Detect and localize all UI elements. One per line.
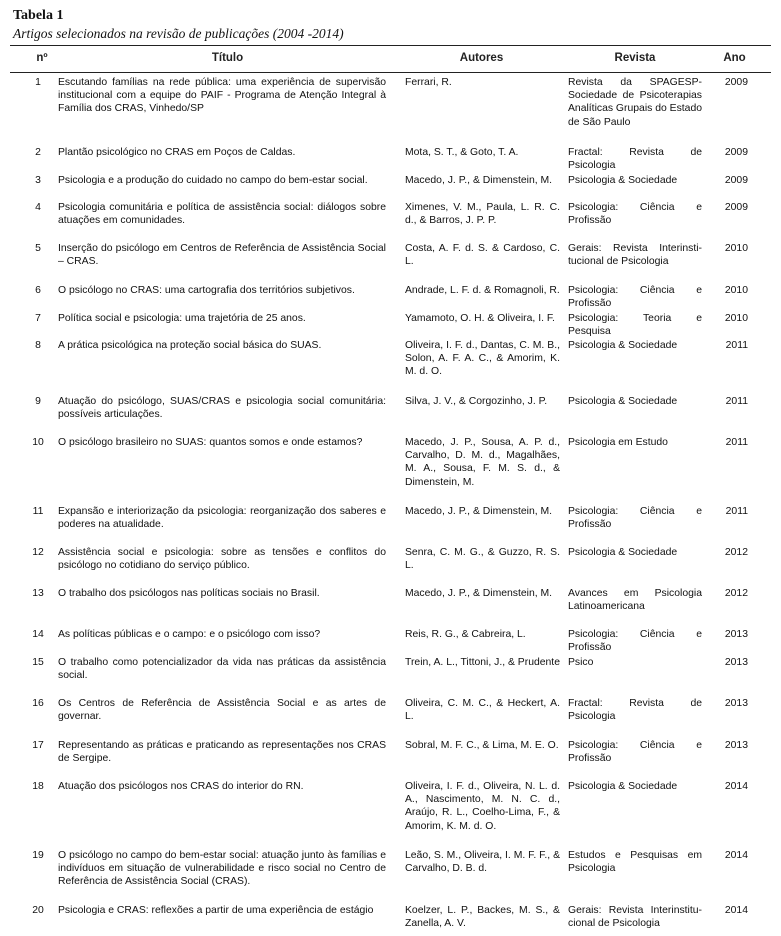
cell-journal: Psicologia: Ciência e Profissão [568, 629, 702, 654]
cell-year: 2014 [724, 781, 748, 792]
cell-authors: Silva, J. V., & Corgozinho, J. P. [405, 396, 548, 407]
cell-authors: Macedo, J. P., & Dimenstein, M. [405, 506, 553, 517]
cell-year: 2013 [724, 629, 748, 640]
cell-authors: Macedo, J. P., & Dimenstein, M. [405, 175, 553, 186]
cell-num: 19 [32, 850, 44, 861]
column-header-authors: Autores [459, 52, 504, 64]
cell-authors: Koelzer, L. P., Backes, M. S., & Zanella, A. V. [405, 905, 560, 930]
table-header-rule [10, 72, 771, 73]
cell-journal: Psicologia: Ciência e Profissão [568, 740, 702, 765]
cell-authors: Oliveira, I. F. d., Dantas, C. M. B., Solon, A. F. A. C., & Amorim, K. M. d. O. [405, 340, 560, 378]
cell-num: 14 [32, 629, 44, 640]
cell-num: 5 [35, 243, 41, 254]
cell-authors: Sobral, M. F. C., & Lima, M. E. O. [405, 740, 559, 751]
cell-title: Psicologia e a produção do cuidado no campo do bem-estar social. [58, 175, 368, 186]
cell-authors: Reis, R. G., & Cabreira, L. [405, 629, 526, 640]
column-header-journal: Revista [614, 52, 656, 64]
cell-title: Plantão psicológico no CRAS em Poços de Caldas. [58, 147, 296, 158]
cell-title: Os Centros de Referência de Assistência Social e as artes de governar. [58, 698, 386, 723]
cell-title: O psicólogo no CRAS: uma cartografia dos territórios subjetivos. [58, 285, 355, 296]
cell-journal: Psico [568, 657, 594, 668]
cell-title: Política social e psicologia: uma trajetória de 25 anos. [58, 313, 306, 324]
column-header-num: nº [36, 52, 48, 64]
cell-num: 9 [35, 396, 41, 407]
cell-authors: Costa, A. F. d. S. & Cardoso, C. L. [405, 243, 560, 268]
cell-year: 2009 [724, 77, 748, 88]
cell-title: As políticas públicas e o campo: e o psicólogo com isso? [58, 629, 321, 640]
cell-num: 12 [32, 547, 44, 558]
cell-authors: Trein, A. L., Tittoni, J., & Prudente [405, 657, 560, 668]
cell-num: 4 [35, 202, 41, 213]
cell-journal: Psicologia: Teoria e Pesquisa [568, 313, 702, 338]
cell-journal: Estudos e Pesquisas em Psicologia [568, 850, 702, 875]
cell-authors: Andrade, L. F. d. & Romagnoli, R. [405, 285, 560, 296]
cell-year: 2014 [724, 905, 748, 916]
cell-title: Inserção do psicólogo em Centros de Referência de Assistência Social – CRAS. [58, 243, 386, 268]
cell-title: A prática psicológica na proteção social básica do SUAS. [58, 340, 322, 351]
cell-num: 16 [32, 698, 44, 709]
cell-year: 2012 [724, 588, 748, 599]
cell-year: 2013 [724, 698, 748, 709]
table-caption: Artigos selecionados na revisão de publicações (2004 -2014) [13, 26, 344, 41]
cell-num: 10 [32, 437, 44, 448]
cell-num: 18 [32, 781, 44, 792]
table-label: Tabela 1 [13, 8, 64, 23]
cell-authors: Yamamoto, O. H. & Oliveira, I. F. [405, 313, 555, 324]
cell-authors: Senra, C. M. G., & Guzzo, R. S. L. [405, 547, 560, 572]
cell-title: O trabalho dos psicólogos nas políticas sociais no Brasil. [58, 588, 320, 599]
cell-num: 15 [32, 657, 44, 668]
cell-year: 2009 [724, 147, 748, 158]
cell-authors: Leão, S. M., Oliveira, I. M. F. F., & Carvalho, D. B. d. [405, 850, 560, 875]
cell-title: O psicólogo brasileiro no SUAS: quantos somos e onde estamos? [58, 437, 363, 448]
cell-year: 2010 [724, 285, 748, 296]
cell-authors: Oliveira, C. M. C., & Heckert, A. L. [405, 698, 560, 723]
cell-journal: Revista da SPAGESP- Sociedade de Psicoterapias Analíticas Grupais do Estado de São Paulo [568, 77, 702, 128]
cell-year: 2009 [724, 175, 748, 186]
cell-year: 2011 [725, 437, 748, 448]
cell-authors: Oliveira, I. F. d., Oliveira, N. L. d. A., Nascimento, M. N. C. d., Araújo, R. L., Coelho-Lima, F., & Amorim, K. M. d. O. [405, 781, 560, 832]
cell-authors: Ferrari, R. [405, 77, 452, 88]
cell-title: O trabalho como potencializador da vida nas práticas da assistência social. [58, 657, 386, 682]
cell-journal: Psicologia: Ciência e Profissão [568, 506, 702, 531]
cell-title: Psicologia comunitária e política de assistência social: diálogos sobre atuações em comunidades. [58, 202, 386, 227]
cell-journal: Psicologia: Ciência e Profissão [568, 202, 702, 227]
cell-journal: Psicologia & Sociedade [568, 340, 678, 351]
cell-journal: Psicologia em Estudo [568, 437, 668, 448]
cell-num: 13 [32, 588, 44, 599]
cell-authors: Macedo, J. P., & Dimenstein, M. [405, 588, 553, 599]
cell-journal: Psicologia & Sociedade [568, 175, 678, 186]
cell-authors: Mota, S. T., & Goto, T. A. [405, 147, 519, 158]
cell-year: 2014 [724, 850, 748, 861]
cell-journal: Psicologia & Sociedade [568, 781, 678, 792]
cell-year: 2013 [724, 657, 748, 668]
cell-num: 2 [35, 147, 41, 158]
cell-authors: Macedo, J. P., Sousa, A. P. d., Carvalho, D. M. d., Magalhães, M. A., Sousa, F. M. S. d., & Dimenstein, M. [405, 437, 560, 488]
cell-journal: Fractal: Revista de Psicologia [568, 698, 702, 723]
cell-num: 20 [32, 905, 44, 916]
cell-title: Expansão e interiorização da psicologia: reorganização dos saberes e poderes na atualidade. [58, 506, 386, 531]
cell-year: 2009 [724, 202, 748, 213]
cell-authors: Ximenes, V. M., Paula, L. R. C. d., & Barros, J. P. P. [405, 202, 560, 227]
cell-num: 17 [32, 740, 44, 751]
cell-title: Atuação dos psicólogos nos CRAS do interior do RN. [58, 781, 304, 792]
cell-num: 7 [35, 313, 41, 324]
column-header-title: Título [211, 52, 244, 64]
cell-num: 3 [35, 175, 41, 186]
cell-journal: Psicologia & Sociedade [568, 547, 678, 558]
cell-num: 6 [35, 285, 41, 296]
cell-title: Atuação do psicólogo, SUAS/CRAS e psicologia social comunitária: possíveis articulações. [58, 396, 386, 421]
cell-num: 1 [35, 77, 41, 88]
cell-journal: Fractal: Revista de Psicologia [568, 147, 702, 172]
cell-year: 2011 [725, 396, 748, 407]
cell-journal: Psicologia: Ciência e Profissão [568, 285, 702, 310]
cell-year: 2011 [725, 506, 748, 517]
cell-title: O psicólogo no campo do bem-estar social: atuação junto às famílias e indivíduos em situação de vulnerabilidade e risco social no Centro de Referência de Assistência Social (CRAS). [58, 850, 386, 888]
cell-num: 11 [32, 506, 44, 517]
cell-title: Assistência social e psicologia: sobre as tensões e conflitos do psicólogo no cotidiano do serviço público. [58, 547, 386, 572]
cell-year: 2010 [724, 243, 748, 254]
cell-journal: Psicologia & Sociedade [568, 396, 678, 407]
cell-year: 2012 [724, 547, 748, 558]
cell-year: 2010 [724, 313, 748, 324]
table-top-rule [10, 45, 771, 46]
cell-journal: Gerais: Revista Interinstitu- cional de Psicologia [568, 905, 702, 930]
cell-journal: Avances em Psicologia Latinoamericana [568, 588, 702, 613]
cell-title: Psicologia e CRAS: reflexões a partir de uma experiência de estágio [58, 905, 374, 916]
cell-title: Escutando famílias na rede pública: uma experiência de supervisão institucional com a equipe do PAIF - Programa de Atenção Integral à Família dos CRAS, Vinhedo/SP [58, 77, 386, 115]
cell-year: 2011 [725, 340, 748, 351]
cell-title: Representando as práticas e praticando as representações nos CRAS de Sergipe. [58, 740, 386, 765]
cell-year: 2013 [724, 740, 748, 751]
cell-journal: Gerais: Revista Interinsti- tucional de Psicologia [568, 243, 702, 268]
column-header-year: Ano [723, 52, 746, 64]
cell-num: 8 [35, 340, 41, 351]
